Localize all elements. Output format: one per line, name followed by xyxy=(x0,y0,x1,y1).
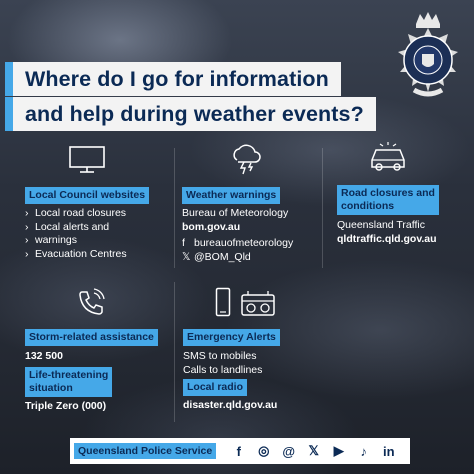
list-item: › Local road closures xyxy=(25,207,170,221)
local-council-list xyxy=(25,207,170,261)
radio-icon xyxy=(240,289,276,317)
headline-line-2: and help during weather events? xyxy=(13,97,376,131)
threads-icon[interactable]: @ xyxy=(282,443,296,459)
phone-icon xyxy=(76,287,106,317)
weather-warnings-label: Weather warnings xyxy=(182,187,280,204)
tiktok-icon[interactable]: ♪ xyxy=(360,443,367,459)
traffic-org: Queensland Traffic xyxy=(337,219,425,231)
bom-x-link[interactable]: @BOM_Qld xyxy=(194,250,251,263)
facebook-icon: f xyxy=(182,237,185,249)
list-item: › Local alerts and xyxy=(25,221,170,235)
facebook-icon[interactable]: f xyxy=(236,443,241,459)
qldtraffic-url-link[interactable]: qldtraffic.qld.gov.au xyxy=(337,232,437,245)
instagram-icon[interactable]: ◎ xyxy=(258,443,270,458)
landline-line: Calls to landlines xyxy=(183,363,263,376)
bom-org: Bureau of Meteorology xyxy=(182,207,289,219)
x-icon[interactable]: 𝕏 xyxy=(308,443,319,458)
emergency-alerts-label: Emergency Alerts xyxy=(183,329,280,346)
life-threatening-label: Life-threatening situation xyxy=(25,367,112,397)
youtube-icon[interactable]: ▶ xyxy=(333,443,344,458)
road-closures-label: Road closures and conditions xyxy=(337,185,439,215)
column-divider xyxy=(174,148,175,268)
bom-facebook-link[interactable]: bureauofmeteorology xyxy=(194,237,294,249)
footer-bar xyxy=(70,438,410,464)
disaster-url-link[interactable]: disaster.qld.gov.au xyxy=(183,399,278,411)
bom-url-link[interactable]: bom.gov.au xyxy=(182,220,241,233)
monitor-icon xyxy=(68,145,106,175)
headline-line-1: Where do I go for information xyxy=(13,62,341,96)
triple-zero-number: Triple Zero (000) xyxy=(25,399,107,412)
sms-line: SMS to mobiles xyxy=(183,350,257,362)
storm-assistance-label: Storm-related assistance xyxy=(25,329,158,346)
ses-number: 132 500 xyxy=(25,350,63,362)
column-divider xyxy=(322,148,323,268)
local-radio-label: Local radio xyxy=(183,379,247,396)
linkedin-icon[interactable]: in xyxy=(382,443,395,459)
list-item: › Evacuation Centres xyxy=(25,248,170,262)
footer-qps-label: Queensland Police Service xyxy=(74,443,216,459)
local-council-label: Local Council websites xyxy=(25,187,149,204)
x-icon: 𝕏 xyxy=(182,250,191,263)
social-links xyxy=(226,438,401,464)
storm-cloud-icon xyxy=(228,140,264,176)
list-item: › warnings xyxy=(25,234,170,248)
police-badge-logo xyxy=(388,8,468,108)
car-icon xyxy=(368,140,408,174)
mobile-phone-icon xyxy=(215,287,231,317)
